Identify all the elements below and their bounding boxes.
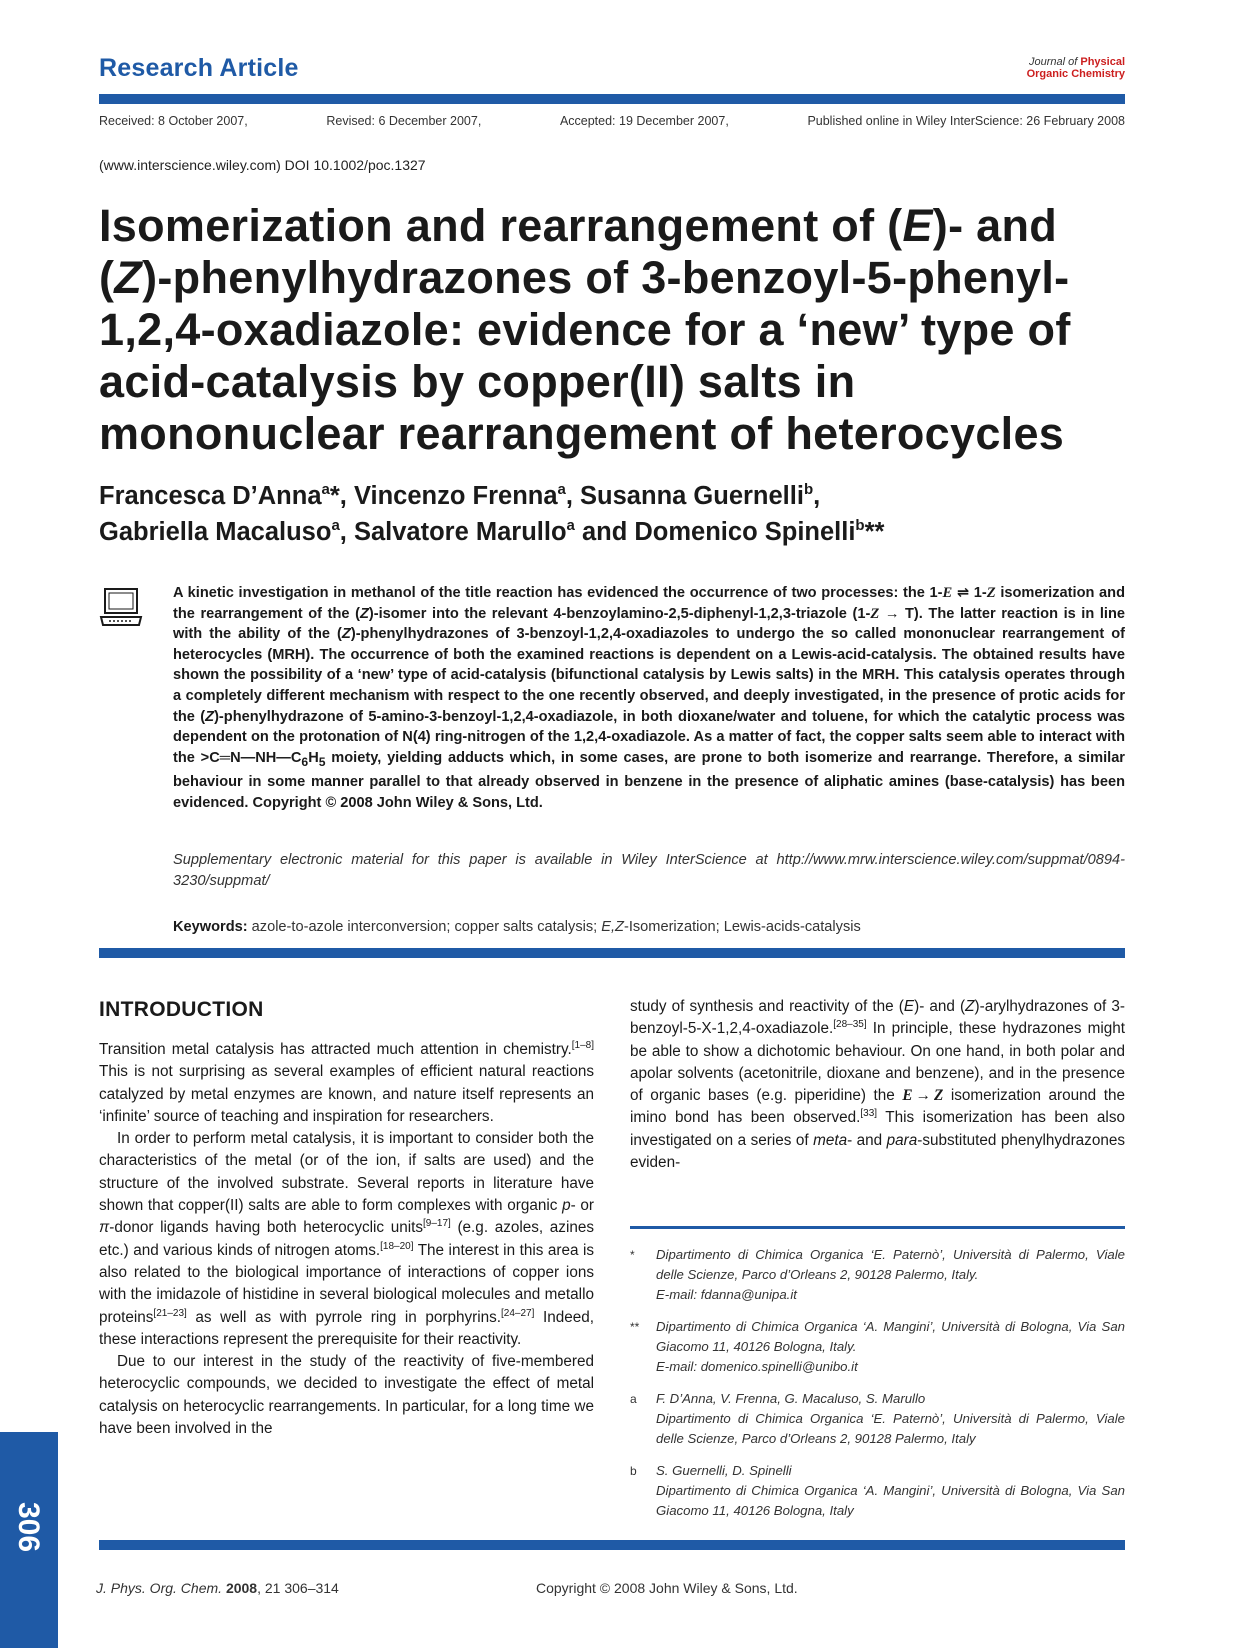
affiliation-footnotes [630, 1245, 1125, 1533]
keywords-label: Keywords: [173, 919, 248, 935]
footnote-text: Dipartimento di Chimica Organica ‘A. Mangini’, Università di Bologna, Via San Giacomo 11, 40126 Bologna, Italy [656, 1483, 1125, 1518]
author-list: Francesca D’Anna$^a$*, Vincenzo Frenna$^a$, Susanna Guernelli$^b$, Gabriella Macaluso$^a$, Salvatore Marullo$^a$ and Domenico Spinelli$^b$** [99, 481, 885, 546]
keywords [173, 919, 1125, 935]
accepted-date: Accepted: 19 December 2007, [559, 114, 729, 128]
laptop-icon [99, 587, 143, 627]
footnote-text: F. D’Anna, V. Frenna, G. Macaluso, S. Marullo [656, 1391, 926, 1406]
page-number: 306 [12, 1502, 45, 1553]
footnote [630, 1461, 1125, 1521]
footnote-text: S. Guernelli, D. Spinelli [656, 1463, 792, 1478]
citation-volume-pages: , 21 306–314 [257, 1580, 339, 1596]
footnote-email[interactable]: E-mail: fdanna@unipa.it [656, 1287, 797, 1302]
paragraph: Transition metal catalysis has attracted much attention in chemistry.[1–8] This is not surprising as several examples of efficient natural reactions catalyzed by metal enzymes are known, and nature itself represents an ‘infinite’ source of teaching and inspiration for researchers. [99, 1040, 594, 1125]
citation-year: 2008 [225, 1580, 258, 1596]
right-column [630, 996, 1125, 1174]
footnote [630, 1245, 1125, 1305]
article-type-label: Research Article [99, 54, 299, 82]
footer-copyright: Copyright © 2008 John Wiley & Sons, Ltd. [536, 1580, 798, 1596]
footnote-text: Dipartimento di Chimica Organica ‘E. Paternò’, Università di Palermo, Viale delle Scienze, Parco d’Orleans 2, 90128 Palermo, Italy [656, 1411, 1125, 1446]
citation-journal: J. Phys. Org. Chem. [96, 1580, 223, 1596]
section-rule [99, 948, 1125, 958]
abstract: A kinetic investigation in methanol of the title reaction has evidenced the occurrence of two processes: the 1-E ⇌ 1-Z isomerization and the rearrangement of the (Z)-isomer into the relevant 4-benzoylamino-2,5-diphenyl-1,2,3-triazole (1-Z → T). The latter reaction is in line with the ability of the (Z)-phenylhydrazones of 3-benzoyl-1,2,4-oxadiazoles to undergo the so called mononuclear rearrangement of heterocycles (MRH). The occurrence of both the examined reactions is dependent on a Lewis-acid-catalysis. The obtained results have shown the possibility of a ‘new’ type of acid-catalysis (bifunctional catalysis by Lewis salts) in the MRH. This catalysis operates through a completely different mechanism with respect to the one recently observed, and deeply investigated, in the presence of protic acids for the (Z)-phenylhydrazone of 5-amino-3-benzoyl-1,2,4-oxadiazole, in both dioxane/water and toluene, for which the catalytic process was dependent on the protonation of N(4) ring-nitrogen of the 1,2,4-oxadiazole. As a matter of fact, the copper salts seem able to interact with the $>C═N—NH—C_6H_5$ moiety, yielding adducts which, in some cases, are prone to both isomerize and rearrange. Therefore, a similar behaviour in some manner parallel to that already observed in benzene in the presence of aliphatic amines (base-catalysis) has been evidenced. Copyright © 2008 John Wiley & Sons, Ltd. [173, 585, 1125, 811]
journal-logo-text: Organic Chemistry [1026, 68, 1125, 80]
footnote-email[interactable]: E-mail: domenico.spinelli@unibo.it [656, 1359, 858, 1374]
footnote-mark: ** [630, 1320, 640, 1334]
footnote-text: Dipartimento di Chimica Organica ‘A. Mangini’, Università di Bologna, Via San Giacomo 11, 40126 Bologna, Italy. [656, 1319, 1125, 1354]
publication-dates [99, 114, 1125, 128]
section-heading: INTRODUCTION [99, 998, 264, 1021]
footnote [630, 1389, 1125, 1449]
footer-rule [99, 1540, 1125, 1550]
journal-logo [1027, 56, 1125, 80]
article-title: Isomerization and rearrangement of (E)- and (Z)-phenylhydrazones of 3-benzoyl-5-phenyl-1,2,4-oxadiazole: evidence for a ‘new’ type of acid-catalysis by copper(II) salts in mononuclear rearrangement of heterocycles [99, 200, 1071, 459]
journal-logo-text: Journal of [1028, 56, 1081, 68]
received-date: Received: 8 October 2007, [99, 114, 248, 128]
supplementary-note: Supplementary electronic material for this paper is available in Wiley InterScience at http://www.mrw.interscience.wiley.com/suppmat/0894-3230/suppmat/ [173, 852, 1125, 889]
footnote-mark: a [630, 1392, 637, 1406]
footer-citation [96, 1580, 339, 1596]
revised-date: Revised: 6 December 2007, [326, 114, 482, 128]
footnote-mark: * [630, 1248, 635, 1262]
footnote-text: Dipartimento di Chimica Organica ‘E. Paternò’, Università di Palermo, Viale delle Scienze, Parco d’Orleans 2, 90128 Palermo, Italy. [656, 1247, 1125, 1282]
journal-logo-text: Physical [1080, 56, 1125, 68]
footnote-mark: b [630, 1464, 637, 1478]
keywords-list: azole-to-azole interconversion; copper salts catalysis; E,Z-Isomerization; Lewis-acids-catalysis [247, 919, 861, 935]
footnote [630, 1317, 1125, 1377]
paragraph: study of synthesis and reactivity of the (E)- and (Z)-arylhydrazones of 3-benzoyl-5-X-1,2,4-oxadiazole.[28–35] In principle, these hydrazones might be able to show a dichotomic behaviour. On one hand, in both polar and apolar solvents (acetonitrile, dioxane and benzene), and in the presence of organic bases (e.g. piperidine) the E → Z isomerization around the imino bond has been observed.[33] This isomerization has been also investigated on a series of meta- and para-substituted phenylhydrazones eviden- [630, 998, 1126, 1172]
doi-line: (www.interscience.wiley.com) DOI 10.1002/poc.1327 [99, 157, 426, 173]
footnote-rule [630, 1226, 1125, 1229]
published-date: Published online in Wiley InterScience: 26 February 2008 [807, 114, 1125, 128]
left-column [99, 1039, 594, 1440]
paragraph: In order to perform metal catalysis, it is important to consider both the characteristics of the metal (or of the ion, if salts are used) and the structure of the involved substrate. Several reports in literature have shown that copper(II) salts are able to form complexes with organic p- or π-donor ligands having both heterocyclic units[9–17] (e.g. azoles, azines etc.) and various kinds of nitrogen atoms.[18–20] The interest in this area is also related to the biological importance of interactions of copper ions with the imidazole of histidine in several biological molecules and metallo proteins[21–23] as well as with pyrrole ring in porphyrins.[24–27] Indeed, these interactions represent the prerequisite for their reactivity. [99, 1130, 595, 1348]
paragraph: Due to our interest in the study of the reactivity of five-membered heterocyclic compounds, we decided to investigate the effect of metal catalysis on heterocyclic rearrangements. In particular, for a long time we have been involved in the [99, 1353, 594, 1438]
header-rule [99, 94, 1125, 104]
